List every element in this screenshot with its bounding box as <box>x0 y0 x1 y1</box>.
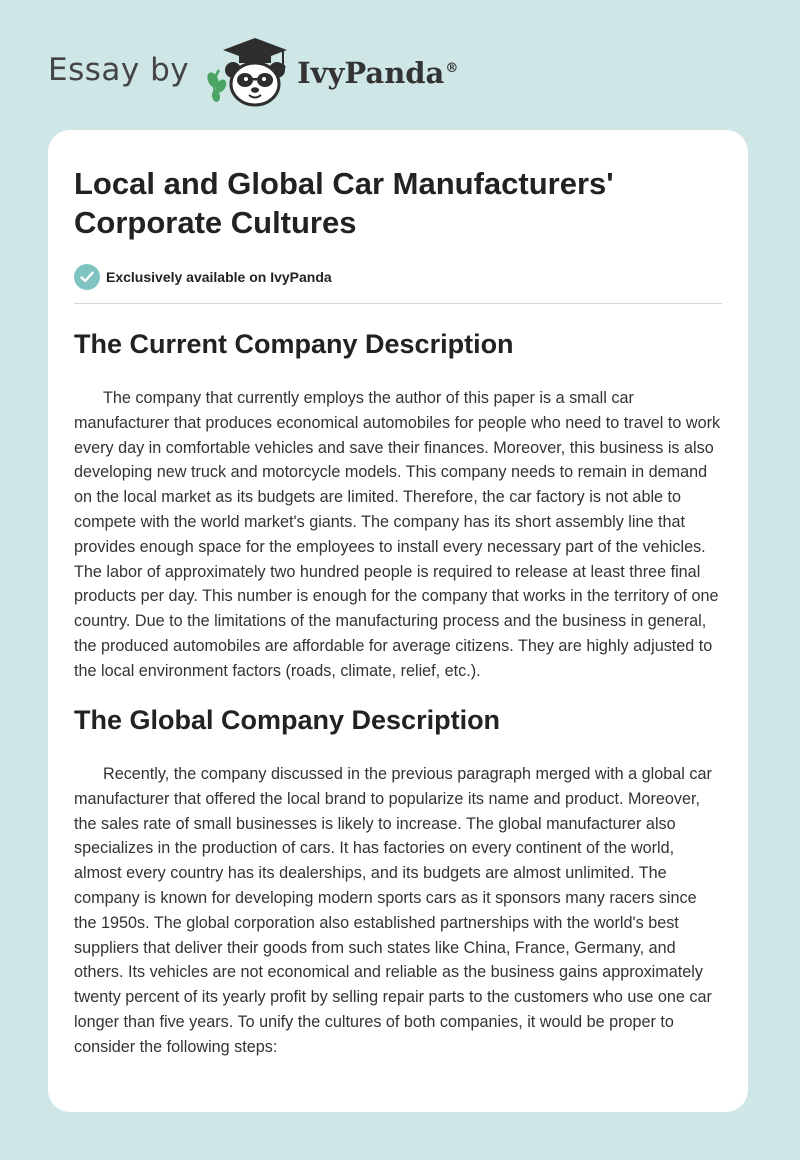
site-header <box>48 36 458 108</box>
exclusive-label: Exclusively available on IvyPanda <box>106 269 332 285</box>
section-heading-current: The Current Company Description <box>74 329 514 359</box>
brand-name[interactable]: IvyPanda® <box>297 56 459 90</box>
page-title: Local and Global Car Manufacturers' Corporate Cultures <box>74 166 614 240</box>
check-icon <box>74 264 100 290</box>
essay-card <box>48 130 748 1112</box>
exclusive-badge <box>74 264 332 290</box>
section-paragraph-global: Recently, the company discussed in the previous paragraph merged with a global car manufacturer that offered the local brand to popularize its name and product. Moreover, the sales rate of small businesses is likely to increase. The global manufacturer also specializes in the production of cars. It has factories on every continent of the world, almost every country has its dealerships, and its budgets are almost unlimited. The company is known for developing modern sports cars as it sponsors many racers since the 1950s. The global corporation also established partnerships with the world's best suppliers that deliver their goods from such states like China, France, Germany, and others. Its vehicles are not economical and reliable as the business gains approximately twenty percent of its yearly profit by selling repair parts to the customers who use one car longer than five years. To unify the cultures of both companies, it would be proper to consider the following steps: <box>74 765 712 1056</box>
divider <box>74 303 722 304</box>
essay-by-label: Essay by <box>48 52 190 88</box>
section-paragraph-current: The company that currently employs the author of this paper is a small car manufacturer that produces economical automobiles for people who need to travel to work every day in comfortable vehicles and save their finances. Moreover, this business is also developing new truck and motorcycle models. This company needs to remain in demand on the local market as its budgets are limited. Therefore, the car factory is not able to compete with the world market's giants. The company has its short assembly line that provides enough space for the employees to install every necessary part of the vehicles. The labor of approximately two hundred people is required to release at least three final products per day. This number is enough for the company that works in the territory of one country. Due to the limitations of the manufacturing process and the business in general, the produced automobiles are affordable for average citizens. They are highly adjusted to the local environment factors (roads, climate, relief, etc.). <box>74 389 721 680</box>
panda-graduate-icon[interactable] <box>203 36 295 108</box>
registered-mark: ® <box>445 61 459 77</box>
section-heading-global: The Global Company Description <box>74 705 501 735</box>
